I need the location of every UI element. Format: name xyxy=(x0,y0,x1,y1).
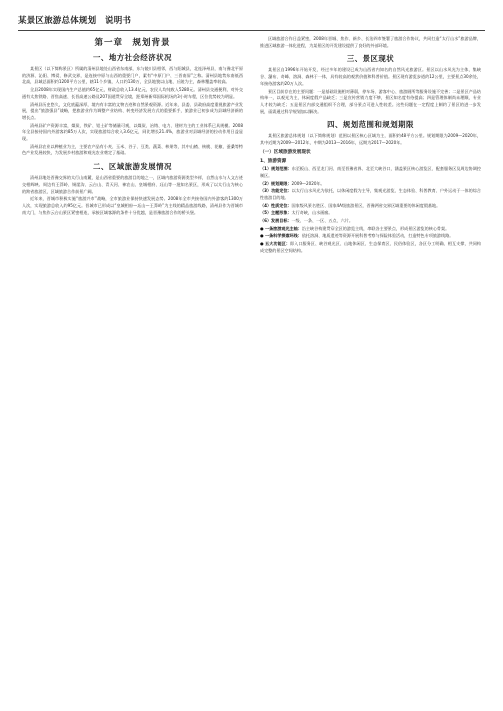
item-text: 太行奇峡，山水画廊。 xyxy=(291,210,333,216)
item-label: ● 五大功能区： xyxy=(260,241,291,247)
item-text: 一级、一条、一区、五点、六片。 xyxy=(291,218,353,224)
list-item xyxy=(260,218,481,225)
item-label: （1）规划范围： xyxy=(260,166,292,172)
paragraph: 全县2008年实现国内生产总值约65亿元，财政总收入13.4亿元，农民人均纯收入5280元。清州县交通便利，对外交通有太焦铁路、晋焦高速、长晋高速公路及207国道贯穿全境，距郑州新郑国际机场约3小时车程，区位优势较为明显。 xyxy=(22,87,243,99)
item-label: ● 一条旅游观光主轴： xyxy=(260,225,302,231)
item-label: （4）性质定位： xyxy=(260,202,292,208)
paragraph: 景区目前存在的主要问题：一是基础设施相对薄弱，停车场、游客中心、旅游厕所等服务设施不完善；二是景区产品结构单一，以观光为主，休闲度假产品缺乏；三是宣传营销力度不够，景区知名度有待提高；四是管理体制尚未理顺，专业人才较为缺乏；五是景区内部交通组织不合理，部分景点可进入性较差。这些问题在一定程度上制约了景区的进一步发展，亟需通过科学规划加以解决。 xyxy=(260,88,481,114)
paragraph: 区域旅游合作日益紧密，2008年晋城、焦作、新乡、长治四市签署了旅游合作协议，共同打造“太行山水”旅游品牌，推进区域旅游一体化进程，为某景区的开发建设提供了良好的外部环境。 xyxy=(260,36,481,48)
paragraph: 近年来，晋城市积极实施“旅游兴市”战略，全市旅游业保持快速发展态势。2008年全市共接待国内外游客约1300万人次，实现旅游总收入约95亿元。晋城市已形成以“皇城相府—珏山—王莽岭”为主线的精品旅游线路，清州县作为晋城市南大门，与焦作云台山景区紧密相连，承接区域客源的条件十分优越，是晋豫旅游合作的桥头堡。 xyxy=(22,196,243,215)
subsection-heading: 1、旅游资源 xyxy=(260,158,287,164)
running-header: 某景区旅游总体规划 说明书 xyxy=(18,14,485,31)
item-label: （3）功能定位： xyxy=(260,188,292,194)
item-label: （5）主题形象： xyxy=(260,210,292,216)
section-heading: 四、规划范围和规划期限 xyxy=(327,120,414,130)
list-item xyxy=(260,203,481,210)
paragraph: 某景区自1996年开始开发，经过多年的建设已成为山西省内知名的自然风光旅游区。景区以山水风光为主体，集峡谷、瀑布、奇峰、溶洞、森林于一体，具有较高的观赏价值和科普价值。景区现有游览步道约12公里，主要景点30余处，年接待游客约20万人次。 xyxy=(260,67,481,86)
paragraph: 清州县历史悠久，文化底蕴深厚，境内有丰富的文物古迹和自然景观资源。近年来，县委、县政府高度重视旅游产业发展，提出“旅游强县”战略，把旅游业作为调整产业结构、转变经济发展方式的重要抓手，旅游业已初步成为县域经济新的增长点。 xyxy=(22,101,243,120)
list-item xyxy=(260,233,481,240)
section-heading: 一、地方社会经济状况 xyxy=(93,53,172,62)
list-item xyxy=(260,166,481,179)
item-label: （6）发展目标： xyxy=(260,218,292,224)
item-text: 东至板山、西至龙门河、南至晋豫省界、北至大峡谷口，涵盖景区核心游览区、配套服务区及周边协调控制区。 xyxy=(260,166,481,178)
item-text: 沿主峡谷构建贯穿全区的游览主线，串联各主要景点，形成景区游览的核心骨架。 xyxy=(301,225,450,231)
section-heading: 二、区域旅游发展情况 xyxy=(93,162,172,172)
paragraph: 某景区旅游总体规划（以下简称规划）范围以景区核心区域为主，面积约48平方公里。规划期限为2009—2020年，其中近期为2009—2012年，中期为2013—2016年，远期为2017—2020年。 xyxy=(260,133,481,146)
item-text: 以太行山水风光为依托，以休闲度假为主导，集观光游览、生态体验、科普教育、户外运动于一体的综合性旅游目的地。 xyxy=(260,188,481,200)
item-text: 国家级风景名胜区、国家4A级旅游景区，晋豫两省交界区域重要的休闲度假基地。 xyxy=(291,202,441,208)
list-item xyxy=(260,181,481,188)
item-text: 依托溶洞、地质遗迹等资源开展科普考察与探险体验活动，打造特色专项旅游线路。 xyxy=(301,233,454,239)
list-item xyxy=(260,188,481,201)
paragraph: 清州县农业以种植业为主，主要农产品有小麦、玉米、谷子、豆类、蔬菜、林果等，其中山楂、核桃、花椒、蚕桑等特色产业发展较快，为发展乡村旅游和观光农业奠定了基础。 xyxy=(22,143,243,156)
paragraph: 某景区（以下简称景区）所属的清州县地处山西省东南部，东与陵川县相邻，西与阳城县，北连泽州县，南与豫北平原的济源、沁阳、博爱、修武交界，是连接中原与山西的重要门户，素有“中原门户、三晋南屏”之称。清州县地势东南低西北高，县域总面积约1200平方公里，辖11个乡镇，人口约130万，全县地貌以山地、丘陵为主，森林覆盖率较高。 xyxy=(22,66,243,85)
section-heading: 三、景区现状 xyxy=(346,54,395,64)
left-column xyxy=(22,36,243,701)
right-column xyxy=(260,36,481,701)
paragraph: 清州县地处晋豫交界的太行山南麓，是山西省重要的旅游目的地之一，区域内旅游资源类型多样，自然山水与人文古迹交相辉映。周边有王莽岭、锡崖沟、云台山、青天河、神农山、皇城相府、珏山等一批知名景区，形成了以太行山为核心的跨省旅游区，区域旅游合作前景广阔。 xyxy=(22,175,243,194)
item-label: ● 一条科学探索环线： xyxy=(260,233,302,239)
item-label: （2）规划期限： xyxy=(260,180,292,186)
paragraph: 清州县矿产资源丰富，煤炭、铁矿、铝土矿等储量可观，以煤炭、冶铸、电力、建材为主的工业体系已具规模。2008年全县接待国内外游客约85万人次，实现旅游综合收入3.6亿元，同比增长21.4%，旅游业对县域经济的拉动作用日益显现。 xyxy=(22,122,243,142)
subsection-heading: （一）区域旅游发展现状 xyxy=(260,149,311,155)
item-text: 2009—2020年。 xyxy=(291,180,325,186)
item-text: 即入口服务区、峡谷观光区、山地休闲区、生态保育区、民俗体验区，各区分工明确、相互支撑，共同构成完整的景区空间结构。 xyxy=(260,241,481,253)
list-item xyxy=(260,241,481,254)
two-column-body xyxy=(22,36,481,701)
list-item xyxy=(260,226,481,233)
chapter-title: 第一章 规划背景 xyxy=(94,38,171,48)
list-item xyxy=(260,210,481,217)
